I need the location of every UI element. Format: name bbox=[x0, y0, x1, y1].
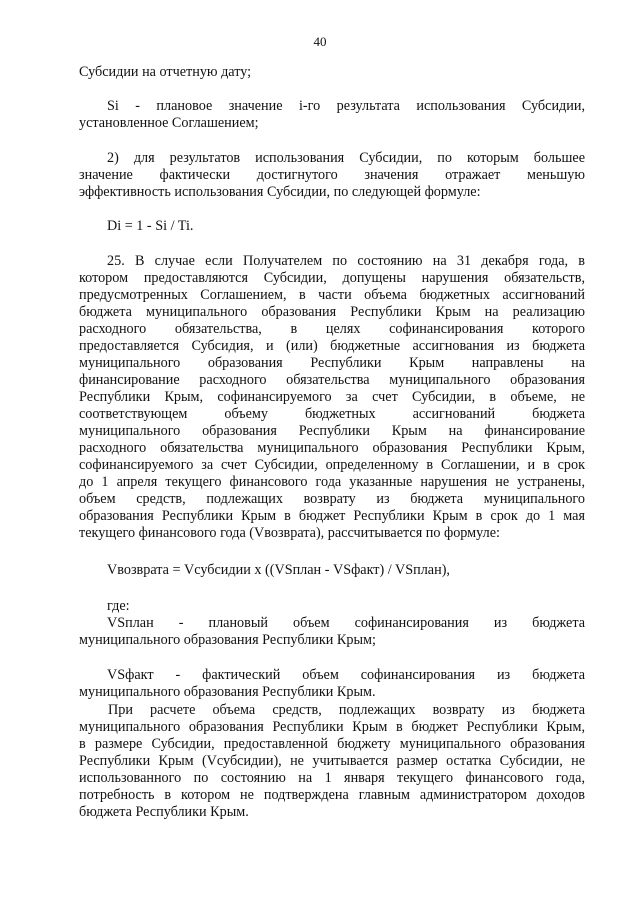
text-line: VSплан - плановый объем софинансирования из бюджета bbox=[107, 615, 585, 631]
text-line: где: bbox=[107, 598, 130, 614]
text-line: муниципального образования Республики Крым направлены на bbox=[79, 355, 585, 371]
text-line: расходного обязательства, в целях софинансирования которого bbox=[79, 321, 585, 337]
text-line: муниципального образования Республики Крым на финансирование bbox=[79, 423, 585, 439]
text-line: значение фактически достигнутого значения отражает меньшую bbox=[79, 167, 585, 183]
text-line: муниципального образования Республики Крым; bbox=[79, 632, 376, 648]
text-line: муниципального образования Республики Крым в бюджет Республики Крым, bbox=[79, 719, 585, 735]
text-line: использованного по состоянию на 1 января текущего финансового года, bbox=[79, 770, 585, 786]
text-line: Si - плановое значение i-го результата использования Субсидии, bbox=[107, 98, 585, 114]
formula-line: Di = 1 - Si / Ti. bbox=[107, 218, 194, 234]
text-line: до 1 апреля текущего финансового года указанные нарушения не устранены, bbox=[79, 474, 585, 490]
text-line: потребность в котором не подтверждена главным администратором доходов bbox=[79, 787, 585, 803]
text-line: муниципального образования Республики Крым. bbox=[79, 684, 376, 700]
text-line: предоставляется Субсидия, и (или) бюджетные ассигнования из бюджета bbox=[79, 338, 585, 354]
text-line: Республики Крым, софинансируемого за счет Субсидии, в объеме, не bbox=[79, 389, 585, 405]
text-line: в размере Субсидии, предоставленной бюджету муниципального образования bbox=[79, 736, 585, 752]
text-line: софинансируемого за счет Субсидии, определенному в Соглашении, и в срок bbox=[79, 457, 585, 473]
text-line: образования Республики Крым в бюджет Республики Крым в срок до 1 мая bbox=[79, 508, 585, 524]
text-line: бюджета Республики Крым. bbox=[79, 804, 249, 820]
text-line: котором предоставляются Субсидии, допущены нарушения обязательств, bbox=[79, 270, 585, 286]
text-line: VSфакт - фактический объем софинансирования из бюджета bbox=[107, 667, 585, 683]
text-line: предусмотренных Соглашением, в части объема бюджетных ассигнований bbox=[79, 287, 585, 303]
text-line: бюджета муниципального образования Республики Крым на реализацию bbox=[79, 304, 585, 320]
text-line: финансирование расходного обязательства муниципального образования bbox=[79, 372, 585, 388]
text-line: соответствующем объему бюджетных ассигнований бюджета bbox=[79, 406, 585, 422]
text-line: текущего финансового года (Vвозврата), рассчитывается по формуле: bbox=[79, 525, 500, 541]
text-line: Республики Крым (Vсубсидии), не учитывается размер остатка Субсидии, не bbox=[79, 753, 585, 769]
text-line: установленное Соглашением; bbox=[79, 115, 259, 131]
text-line: расходного обязательства муниципального образования Республики Крым, bbox=[79, 440, 585, 456]
text-line: При расчете объема средств, подлежащих возврату из бюджета bbox=[108, 702, 585, 718]
page-number: 40 bbox=[313, 34, 327, 49]
text-line: эффективность использования Субсидии, по следующей формуле: bbox=[79, 184, 481, 200]
text-line: Субсидии на отчетную дату; bbox=[79, 64, 252, 80]
text-line: 2) для результатов использования Субсидии, по которым большее bbox=[107, 150, 585, 166]
text-line: объем средств, подлежащих возврату из бюджета муниципального bbox=[79, 491, 585, 507]
formula-line: Vвозврата = Vсубсидии x ((VSплан - VSфакт) / VSплан), bbox=[107, 562, 450, 578]
text-line: 25. В случае если Получателем по состоянию на 31 декабря года, в bbox=[107, 253, 585, 269]
